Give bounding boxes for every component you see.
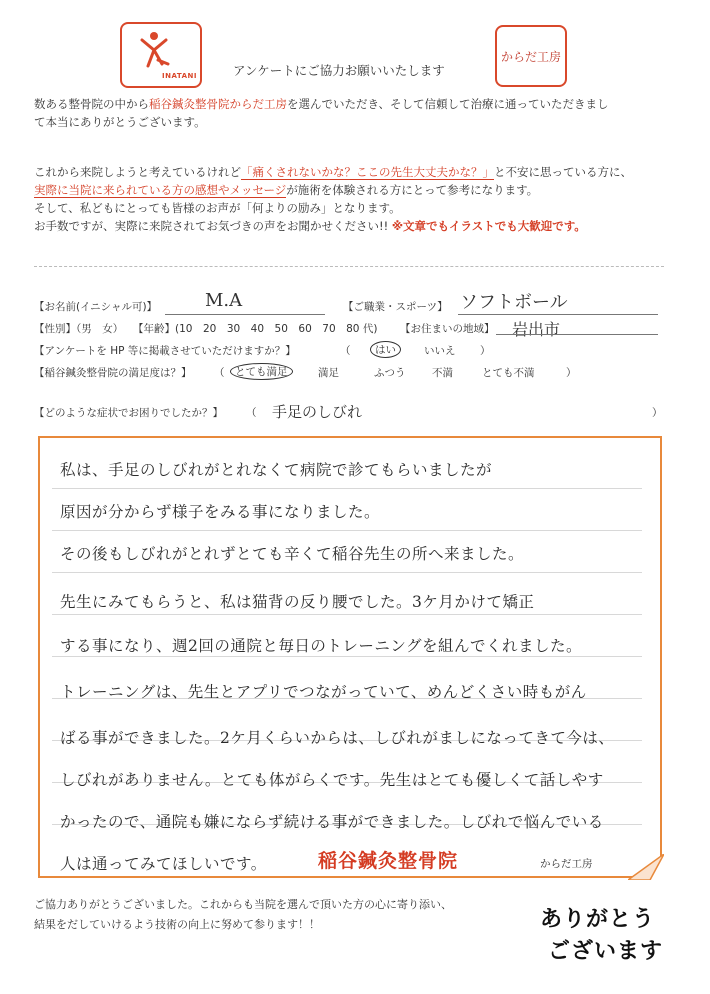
name-underline xyxy=(165,314,325,315)
welcome-note: ※文章でもイラストでも大歓迎です。 xyxy=(391,219,586,233)
message-line-7: ばる事ができました。2ケ月くらいからは、しびれがましになってきて今は、 xyxy=(60,729,615,747)
sat-paren-close: ） xyxy=(566,367,577,379)
hp-yes-option xyxy=(370,341,401,358)
ruled-line xyxy=(52,488,642,489)
intro-line-6 xyxy=(34,217,586,235)
message-line-1: 私は、手足のしびれがとれなくて病院で診てもらいましたが xyxy=(60,461,493,479)
ruled-line xyxy=(52,614,642,615)
intro-line-1 xyxy=(34,95,609,113)
clinic-name-highlight: 稲谷鍼灸整骨院からだ工房 xyxy=(149,97,287,111)
karada-kobo-logo: からだ工房 xyxy=(495,25,567,87)
name-value: M.A xyxy=(205,290,243,311)
thanks-handwriting-1: ありがとう xyxy=(540,906,656,932)
message-line-2: 原因が分からず様子をみる事になりました。 xyxy=(60,503,381,521)
name-label: 【お名前(イニシャル可)】 xyxy=(34,301,158,313)
hp-paren-close: ） xyxy=(480,345,491,357)
clinic-stamp-sub: からだ工房 xyxy=(540,858,593,870)
sat-paren-open: （ xyxy=(214,367,225,379)
satisfaction-label: 【稲谷鍼灸整骨院の満足度は？】 xyxy=(34,367,192,379)
hp-no-option: いいえ xyxy=(424,345,456,357)
hp-paren-open: （ xyxy=(340,345,351,357)
divider xyxy=(34,266,664,267)
symptom-paren-close: ） xyxy=(652,407,663,419)
symptom-paren-open: （ xyxy=(246,407,257,419)
intro-line-3 xyxy=(34,163,632,181)
ruled-line xyxy=(52,656,642,657)
sat-option-very-unsatisfied: とても不満 xyxy=(482,367,535,379)
intro-line-4 xyxy=(34,181,538,199)
message-line-8: しびれがありません。とても体がらくです。先生はとても優しくて話しやす xyxy=(60,771,604,789)
sat-option-very-satisfied xyxy=(230,363,293,380)
footer-line-2: 結果をだしていけるよう技術の向上に努めて参ります！！ xyxy=(34,918,320,931)
symptom-value: 手足のしびれ xyxy=(272,403,363,421)
inatani-logo xyxy=(120,22,202,88)
sat-option-unsatisfied: 不満 xyxy=(432,367,453,379)
sat-option-neutral: ふつう xyxy=(374,367,406,379)
symptom-label: 【どのような症状でお困りでしたか？】 xyxy=(34,407,223,419)
gender-label: 【性別】（男 女） xyxy=(34,323,124,335)
message-line-10: 人は通ってみてほしいです。 xyxy=(60,855,267,873)
intro-text: お手数ですが、実際に来院されてお気づきの声をお聞かせください!! xyxy=(34,219,389,233)
intro-text: が施術を体験される方にとって参考になります。 xyxy=(286,183,539,197)
person-logo-icon xyxy=(136,30,172,70)
message-line-6: トレーニングは、先生とアプリでつながっていて、めんどくさい時もがん xyxy=(60,683,587,701)
clinic-stamp: 稲谷鍼灸整骨院 xyxy=(318,850,459,872)
message-line-3: その後もしびれがとれずとても辛くて稲谷先生の所へ来ました。 xyxy=(60,545,525,563)
page-fold-icon xyxy=(628,854,664,880)
message-line-4: 先生にみてもらうと、私は猫背の反り腰でした。3ケ月かけて矯正 xyxy=(60,593,535,611)
job-label: 【ご職業・スポーツ】 xyxy=(343,301,448,313)
area-label: 【お住まいの地域】 xyxy=(400,323,495,335)
page-title: アンケートにご協力お願いいたします xyxy=(233,63,445,78)
hp-yes-circled: はい xyxy=(370,341,401,358)
voices-highlight: 実際に当院に来られている方の感想やメッセージ xyxy=(34,183,287,197)
inatani-logo-text: INATANI xyxy=(162,72,197,80)
thanks-handwriting-2: ございます xyxy=(548,938,664,964)
intro-text: これから来院しようと考えているけれど xyxy=(34,165,241,179)
job-value: ソフトボール xyxy=(460,292,568,313)
intro-line-2: て本当にありがとうございます。 xyxy=(34,115,206,129)
message-line-5: する事になり、週2回の通院と毎日のトレーニングを組んでくれました。 xyxy=(60,637,583,655)
ruled-line xyxy=(52,572,642,573)
sat-option-satisfied: 満足 xyxy=(318,367,339,379)
footer-line-1: ご協力ありがとうございました。これからも当院を選んで頂いた方の心に寄り添い、 xyxy=(34,898,452,911)
age-label: 【年齢】(10 20 30 40 50 60 70 80 代) xyxy=(133,323,378,335)
sat-selected-circle: とても満足 xyxy=(230,363,293,380)
intro-text: 数ある整骨院の中から xyxy=(34,97,149,111)
area-underline xyxy=(496,334,658,335)
intro-line-5: そして、私どもにとっても皆様のお声が「何よりの励み」となります。 xyxy=(34,201,401,215)
job-underline xyxy=(458,314,658,315)
message-line-9: かったので、通院も嫌にならず続ける事ができました。しびれで悩んでいる xyxy=(60,813,604,831)
area-value: 岩出市 xyxy=(512,320,561,339)
ruled-line xyxy=(52,530,642,531)
intro-text: を選んでいただき、そして信頼して治療に通っていただきまし xyxy=(287,97,609,111)
worry-highlight: 「痛くされないかな？ここの先生大丈夫かな？」 xyxy=(241,165,494,179)
hp-label: 【アンケートを HP 等に掲載させていただけますか？】 xyxy=(34,345,296,357)
intro-text: と不安に思っている方に、 xyxy=(494,165,632,179)
